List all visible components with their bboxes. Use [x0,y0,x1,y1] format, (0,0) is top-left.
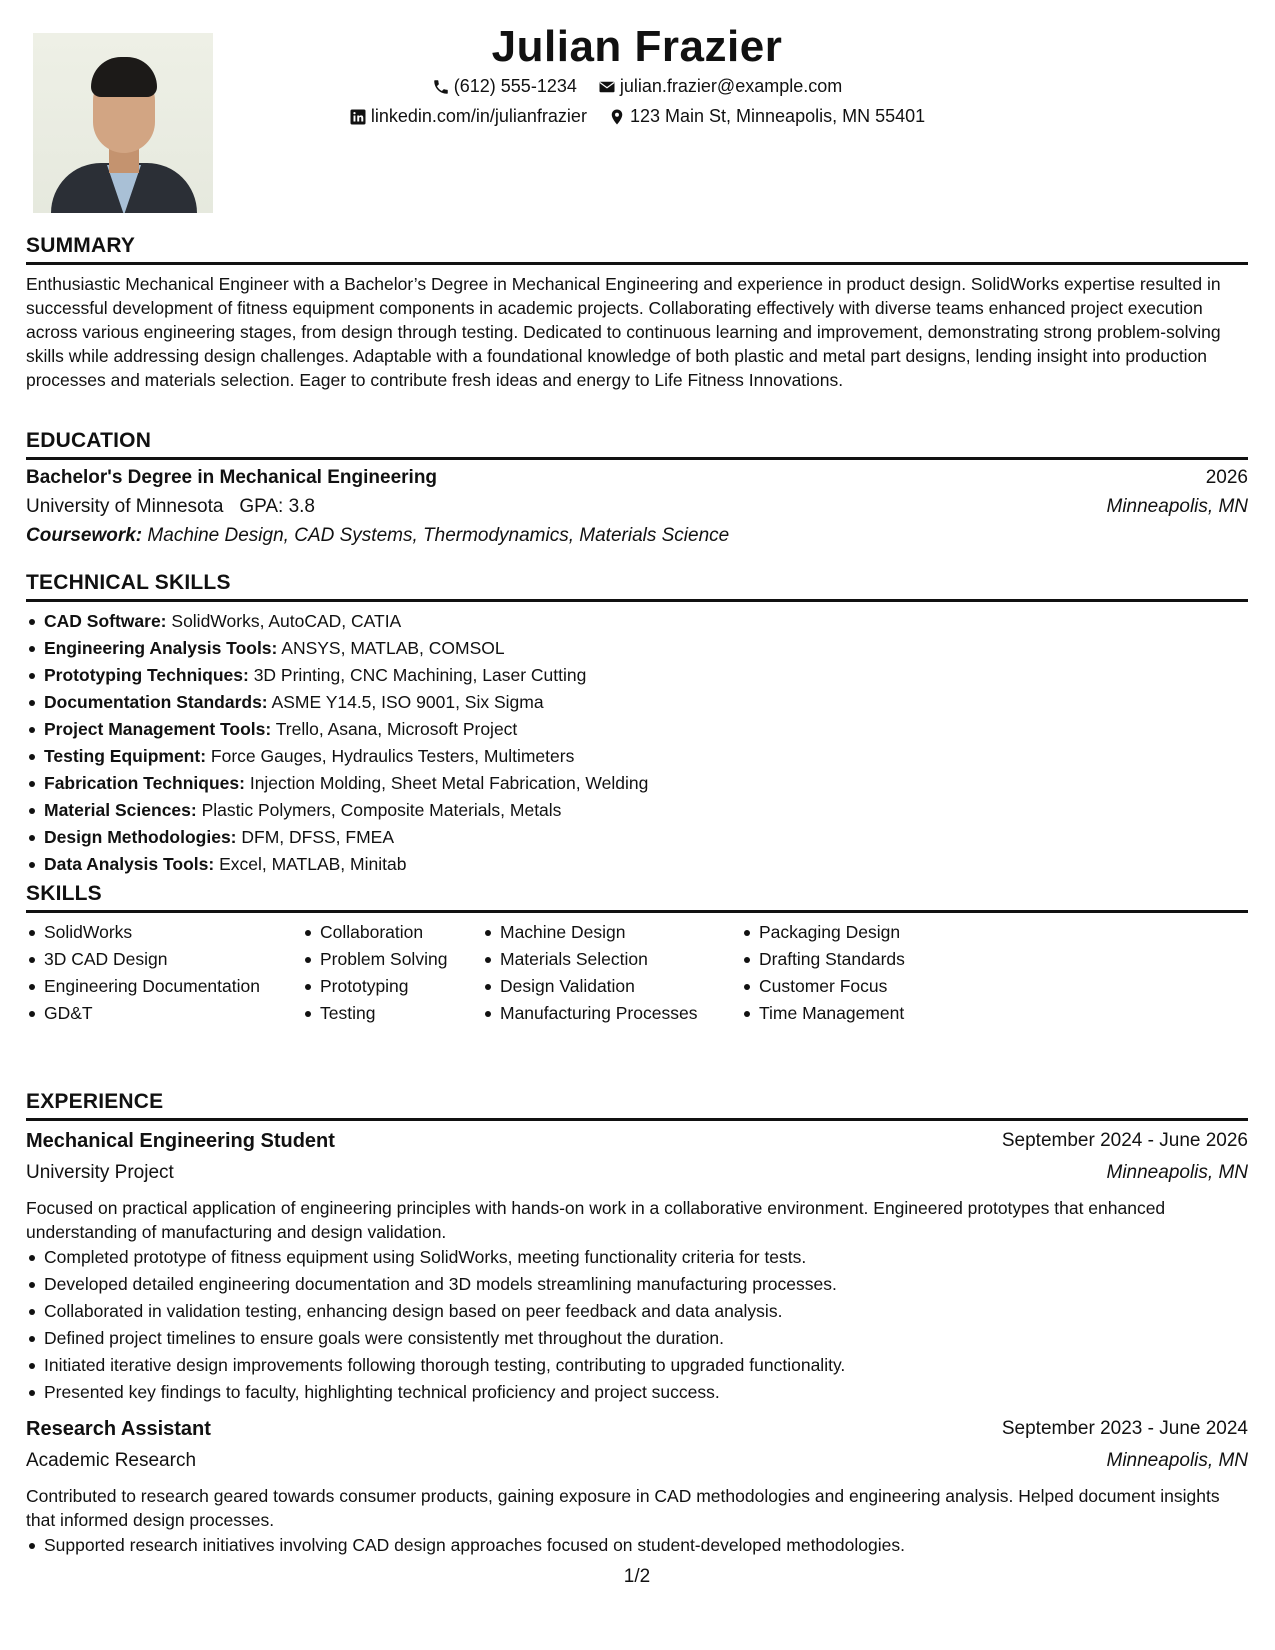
summary-heading: SUMMARY [26,234,1248,265]
list-item [26,689,648,716]
list-item [26,662,648,689]
skill-category: Project Management Tools: [44,719,272,739]
job-dates: September 2023 - June 2024 [1001,1418,1248,1439]
skill-category: Fabrication Techniques: [44,773,245,793]
coursework-label: Coursework: [26,525,143,546]
resume-page [26,0,1248,1650]
skill-category: Data Analysis Tools: [44,854,215,874]
list-item: Presented key findings to faculty, highlighting technical proficiency and project success. [26,1379,845,1406]
summary-text: Enthusiastic Mechanical Engineer with a Bachelor’s Degree in Mechanical Engineering and experience in product design. SolidWorks expertise resulted in successful development of fitness equipment components in academic projects. Collaborating effectively with diverse teams enhanced project execution across various engineering stages, from design through testing. Dedicated to continuous learning and improvement, demonstrating strong problem-solving skills while addressing design challenges. Adaptable with a foundational knowledge of both plastic and metal part designs, lending insight into production processes and materials selection. Eager to contribute fresh ideas and energy to Life Fitness Innovations. [26,274,1221,390]
list-item: Collaboration [302,919,447,946]
list-item: Manufacturing Processes [482,1000,697,1027]
skills-heading: SKILLS [26,882,1248,913]
job-2-bullets [26,1532,905,1559]
list-item: Problem Solving [302,946,447,973]
phone-icon [432,78,450,96]
email-link[interactable]: julian.frazier@example.com [619,76,843,96]
job-location: Minneapolis, MN [1106,1162,1248,1183]
technical-skills-heading: TECHNICAL SKILLS [26,571,1248,602]
list-item: Supported research initiatives involving CAD design approaches focused on student-developed methodologies. [26,1532,905,1559]
list-item [26,743,648,770]
coursework [26,525,729,547]
linkedin-link[interactable]: linkedin.com/in/julianfrazier [370,106,587,126]
skills-grid [26,919,1248,1029]
list-item: 3D CAD Design [26,946,260,973]
skill-category: Documentation Standards: [44,692,268,712]
school-name: University of Minnesota [26,496,224,517]
job-dates: September 2024 - June 2026 [1001,1130,1248,1151]
job-role: Mechanical Engineering Student [26,1130,335,1152]
skill-values: Injection Molding, Sheet Metal Fabrication, Welding [249,773,649,793]
skills-column-2 [302,919,447,1027]
education-heading: EDUCATION [26,429,1248,460]
skills-column-3 [482,919,697,1027]
envelope-icon [598,78,616,96]
list-item [26,770,648,797]
list-item [26,797,648,824]
job-1-bullets [26,1244,845,1406]
skill-values: 3D Printing, CNC Machining, Laser Cutting [253,665,587,685]
list-item: Defined project timelines to ensure goals were consistently met throughout the duration. [26,1325,845,1352]
skills-column-1 [26,919,260,1027]
school-location: Minneapolis, MN [1106,496,1248,517]
linkedin-icon [349,108,367,126]
list-item: Prototyping [302,973,447,1000]
list-item: Completed prototype of fitness equipment using SolidWorks, meeting functionality criteria for tests. [26,1244,845,1271]
job-2-title-row [26,1418,1248,1441]
list-item: Design Validation [482,973,697,1000]
job-org: University Project [26,1162,174,1183]
skill-category: Prototyping Techniques: [44,665,249,685]
list-item [26,716,648,743]
skill-category: Engineering Analysis Tools: [44,638,278,658]
job-location: Minneapolis, MN [1106,1450,1248,1471]
job-org: Academic Research [26,1450,197,1471]
phone-number: (612) 555-1234 [453,76,577,96]
page-number: 1/2 [623,1566,651,1587]
list-item: Packaging Design [741,919,905,946]
skill-category: Testing Equipment: [44,746,207,766]
list-item: GD&T [26,1000,260,1027]
list-item: Machine Design [482,919,697,946]
linkedin-item[interactable] [349,106,587,127]
gpa: GPA: 3.8 [239,496,315,517]
skill-values: Trello, Asana, Microsoft Project [275,719,518,739]
list-item: Collaborated in validation testing, enhancing design based on peer feedback and data analysis. [26,1298,845,1325]
skill-values: ASME Y14.5, ISO 9001, Six Sigma [271,692,544,712]
address-item [608,106,925,127]
experience-heading: EXPERIENCE [26,1090,1248,1121]
coursework-row [26,525,1248,547]
education-degree-row [26,467,1248,489]
job-1-summary: Focused on practical application of engineering principles with hands-on work in a collaborative environment. Engineered prototypes that enhanced understanding of manufacturing and design validation. [26,1198,1166,1242]
email-item[interactable] [598,76,842,97]
job-1-org-row [26,1162,1248,1184]
skills-column-4 [741,919,905,1027]
list-item [26,608,648,635]
list-item [26,824,648,851]
degree-title: Bachelor's Degree in Mechanical Engineering [26,467,438,488]
job-2-summary: Contributed to research geared towards consumer products, gaining exposure in CAD methodologies and engineering analysis. Helped document insights that informed design processes. [26,1486,1220,1530]
skill-values: Plastic Polymers, Composite Materials, Metals [201,800,562,820]
address-text: 123 Main St, Minneapolis, MN 55401 [629,106,926,126]
skill-values: Force Gauges, Hydraulics Testers, Multimeters [210,746,575,766]
contact-line-2 [26,106,1248,131]
list-item: Testing [302,1000,447,1027]
education-school-row [26,496,1248,518]
graduation-year: 2026 [1205,467,1248,488]
job-1-title-row [26,1130,1248,1153]
list-item: Engineering Documentation [26,973,260,1000]
skill-values: DFM, DFSS, FMEA [241,827,395,847]
list-item [26,851,648,878]
skill-values: Excel, MATLAB, Minitab [219,854,407,874]
skill-category: CAD Software: [44,611,167,631]
skill-values: ANSYS, MATLAB, COMSOL [281,638,505,658]
list-item: Drafting Standards [741,946,905,973]
skill-category: Design Methodologies: [44,827,237,847]
skill-category: Material Sciences: [44,800,197,820]
list-item [26,635,648,662]
coursework-list: Machine Design, CAD Systems, Thermodynamics, Materials Science [147,525,730,546]
job-2-org-row [26,1450,1248,1472]
list-item: Initiated iterative design improvements following thorough testing, contributing to upgraded functionality. [26,1352,845,1379]
skill-values: SolidWorks, AutoCAD, CATIA [171,611,402,631]
job-role: Research Assistant [26,1418,211,1440]
list-item: Customer Focus [741,973,905,1000]
contact-line-1 [26,76,1248,101]
list-item: Materials Selection [482,946,697,973]
school-info [26,496,315,518]
technical-skills-list [26,608,648,878]
list-item: SolidWorks [26,919,260,946]
candidate-name: Julian Frazier [491,22,783,71]
phone-item [432,76,577,97]
list-item: Time Management [741,1000,905,1027]
list-item: Developed detailed engineering documentation and 3D models streamlining manufacturing processes. [26,1271,845,1298]
map-pin-icon [608,108,626,126]
